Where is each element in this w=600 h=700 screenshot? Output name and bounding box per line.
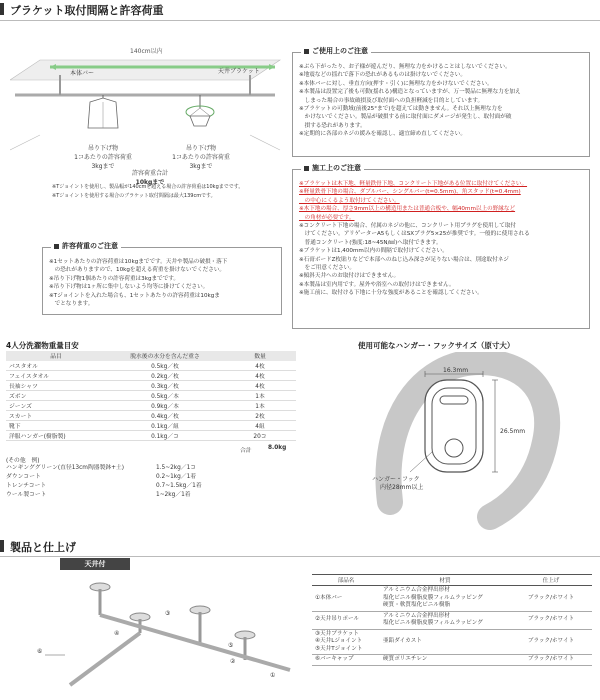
square-icon — [304, 49, 309, 54]
caution-install-line: ※ブラケットは1,400mm以内の間隔で取付けてください。 — [299, 248, 448, 255]
weights-cell: ズボン — [6, 390, 106, 400]
divider — [0, 20, 600, 21]
hanger-title: 使用可能なハンガー・フックサイズ（原寸大） — [358, 341, 515, 350]
weights-title: 4人分洗濯物重量目安 — [6, 341, 79, 350]
other-weight: 1.5~2kg／1コ — [156, 465, 197, 471]
caution-install-line: ※傾斜天井へのお取付けはできません。 — [299, 273, 400, 280]
hanger-note-2: 内径28mm以上 — [380, 484, 424, 491]
caution-install-line: の中心にくるよう取付けてください。 — [299, 197, 400, 204]
other-item: ダウンコート — [6, 474, 41, 480]
bar-label: 本体バー — [70, 70, 95, 77]
weights-cell: 0.4kg／枚 — [106, 410, 224, 420]
caution-install-line: ※本製品は室内用です。屋外や浴室への取付けはできません。 — [299, 281, 455, 288]
caution-install-box — [292, 164, 590, 329]
other-examples — [6, 464, 246, 500]
weights-row — [6, 400, 296, 410]
section-title-products: 製品と仕上げ — [10, 541, 76, 554]
caution-load-box — [42, 242, 282, 315]
weights-cell: バスタオル — [6, 361, 106, 371]
part-name: ②天井吊りポール — [312, 611, 380, 629]
callout-3: ③ — [165, 610, 171, 617]
caution-install-line: の角材が必要です。 — [299, 214, 355, 221]
bracket-label: 天井ブラケット — [218, 68, 260, 75]
part-finish: ブラック/ホワイト — [510, 655, 592, 666]
parts-row — [312, 586, 592, 612]
weights-cell: 0.9kg／本 — [106, 400, 224, 410]
callout-5: ⑤ — [228, 642, 234, 649]
weights-cell: ジーンズ — [6, 400, 106, 410]
section-marker — [0, 3, 4, 15]
caution-usage-list: ※ぶら下がったり、お子様が遊んだり、無理な力をかけることはしないでください。 ※地震などの揺れで落下の恐れがあるものは掛けないでください。 ※本体バーに対し、垂直方向(押す・引く)に無理な力をかけないでください。 ※本製品は設置完了後も可動(揺れる)構造となっていますが、万一製品に無理な力を加え しまった場合の事故破損及び取付面への負担軽減を目的としています。 ※ブラケットの可動域(前後25°まで)を超えては動きません。それ以上無理な力を かけないでください。製品が破損する前に取付面にダメージが発生し、取付面が破 損する恐れがあります。 ※定期的に各部のネジの緩みを確認し、適宜締め直してください。 — [299, 64, 521, 138]
other-row — [6, 491, 246, 500]
callout-1: ① — [270, 672, 276, 679]
diagram-note-2: ※Tジョイントを使用する場合のブラケット取付間隔は最大139cmです。 — [52, 193, 216, 199]
parts-table: 部品名 材質 仕上げ ①本体バー アルミニウム合金押出形材 塩化ビニル樹脂皮膜フィルムラッピング 硬質・軟質塩化ビニル樹脂 ブラック/ホワイト ②天井吊りポール アルミニウム合金押出形材 塩化ビニル樹脂皮膜フィルムラッピング ブラック/ホワイト ③天井ブラケット ④天井Lジョイント ⑤天井Tジョイント 亜鉛ダイカスト ブラック/ホワイト ⑥バーキャップ 硬質ポリエチレン ブラック/ホワイト — [312, 574, 592, 666]
caution-install-line: をご用意ください。 — [299, 265, 355, 272]
weights-cell: 0.1kg／組 — [106, 420, 224, 430]
hanger-height: 26.5mm — [500, 428, 526, 435]
hanger-width: 16.3mm — [443, 367, 469, 374]
other-weight: 1~2kg／1着 — [156, 492, 191, 498]
caution-install-line: ※ブラケットは木下地、軽量鉄骨下地、コンクリート下地がある位置に取付けてください。 — [299, 181, 528, 187]
other-row — [6, 464, 246, 473]
caution-load-list: ※1セットあたりの許容荷重は10kgまでです。天井や製品の破損・落下 の恐れがありますので、10kgを超える荷重を掛けないでください。 ※吊り下げ物1個あたりの許容荷重は3kgまでです。 ※吊り下げ物は1ヶ所に集中しないよう均等に掛けてください。 ※Tジョイントを入れた場合も、1セットあたりの許容荷重は10kgま でとなります。 — [49, 259, 228, 308]
hanger-note-1: ハンガー・フック — [372, 476, 420, 483]
part-name: ③天井ブラケット ④天井Lジョイント ⑤天井Tジョイント — [312, 629, 380, 655]
callout-6: ⑥ — [37, 648, 43, 655]
weights-cell: 洋服ハンガー(樹脂製) — [6, 430, 106, 440]
weights-cell: 0.1kg／コ — [106, 430, 224, 440]
bracket-spacing-diagram — [10, 40, 290, 170]
weights-cell: 0.5kg／枚 — [106, 361, 224, 371]
divider — [0, 556, 600, 557]
section-title-bracket: ブラケット取付間隔と許容荷重 — [10, 4, 164, 17]
other-weight: 0.7~1.5kg／1着 — [156, 483, 202, 489]
product-diagram — [40, 575, 300, 695]
other-item: トレンチコート — [6, 483, 47, 489]
part-material: アルミニウム合金押出形材 塩化ビニル樹脂皮膜フィルムラッピング — [380, 611, 510, 629]
part-material: 亜鉛ダイカスト — [380, 629, 510, 655]
weights-cell: 長袖シャツ — [6, 380, 106, 390]
diagram-note-1: ※Tジョイントを使用し、製品幅が140cmを超える場合の許容荷重は10kgまでです。 — [52, 184, 244, 190]
weights-row — [6, 390, 296, 400]
caution-install-line: 普通コンクリート(強度:18~45N/㎟)へ取付できます。 — [299, 239, 442, 246]
weights-cell: 4枚 — [224, 361, 296, 371]
square-icon — [54, 244, 59, 249]
part-name: ⑥バーキャップ — [312, 655, 380, 666]
part-material: アルミニウム合金押出形材 塩化ビニル樹脂皮膜フィルムラッピング 硬質・軟質塩化ビニル樹脂 — [380, 586, 510, 612]
part-finish: ブラック/ホワイト — [510, 629, 592, 655]
weights-cell: 4枚 — [224, 380, 296, 390]
weights-row — [6, 370, 296, 380]
callout-2: ② — [230, 658, 236, 665]
weights-cell: 1本 — [224, 390, 296, 400]
part-material: 硬質ポリエチレン — [380, 655, 510, 666]
other-row — [6, 482, 246, 491]
weights-row — [6, 420, 296, 430]
tab-ceiling[interactable]: 天井付 — [60, 558, 130, 570]
weights-cell: 4組 — [224, 420, 296, 430]
callout-4: ④ — [114, 630, 120, 637]
weights-cell: スカート — [6, 410, 106, 420]
weights-cell: 2枚 — [224, 410, 296, 420]
square-icon — [304, 166, 309, 171]
hanger-hook-diagram — [340, 352, 590, 532]
weights-cell: 20コ — [224, 430, 296, 440]
weights-cell: 靴下 — [6, 420, 106, 430]
part-name: ①本体バー — [312, 586, 380, 612]
caution-install-list — [299, 180, 583, 298]
weights-cell: 4枚 — [224, 370, 296, 380]
weights-cell: 1本 — [224, 400, 296, 410]
other-row — [6, 473, 246, 482]
weights-row — [6, 430, 296, 440]
caution-install-line: ※施工前に、取付ける下地に十分な強度があることを確認してください。 — [299, 290, 483, 297]
caution-install-title: 施工上のご注意 — [312, 164, 361, 172]
parts-row — [312, 655, 592, 666]
parts-row — [312, 611, 592, 629]
caution-install-line: けてください。アリゲーターA5もしくはSXプラグ5×25が推奨です。一般的に使用される — [299, 231, 530, 238]
caution-usage-box — [292, 47, 590, 157]
weights-cell: 0.2kg／枚 — [106, 370, 224, 380]
other-item: ハンギンググリーン(直径13cm陶器製鉢+土) — [6, 465, 125, 471]
weights-cell: 0.5kg／本 — [106, 390, 224, 400]
width-label: 140cm以内 — [130, 48, 163, 55]
other-title: (その他 例) — [6, 458, 40, 464]
section-marker — [0, 540, 4, 552]
part-finish: ブラック/ホワイト — [510, 611, 592, 629]
caution-load-title: 許容荷重のご注意 — [62, 242, 118, 250]
total-load-label: 許容荷重合計 10kgまで — [131, 170, 168, 186]
total-value: 8.0kg — [268, 445, 287, 451]
total-label: 合計 — [240, 448, 252, 454]
parts-row — [312, 629, 592, 655]
right-load-label: 吊り下げ物 1コあたりの許容荷重 3kgまで — [172, 145, 230, 170]
caution-install-line: ※軽量鉄骨下地の場合、ダブルバー、シングルバー(t=0.5mm)、角スタッド(t=0.4mm) — [299, 189, 521, 196]
caution-install-line: ※コンクリート下地の場合、付属のネジの他に、コンクリート用プラグを使用して取付 — [299, 223, 517, 230]
weights-cell: 0.3kg／枚 — [106, 380, 224, 390]
other-weight: 0.2~1kg／1着 — [156, 474, 197, 480]
caution-install-line: ※石膏ボードZ枚貼りなどで本部へのねじ込み深さが足りない場合は、別途取付ネジ — [299, 256, 509, 263]
caution-install-line: ※木下地の場合、厚さ9mm以上の構造用または普通合板や、幅40mm以上の野縁など — [299, 206, 516, 213]
left-load-label: 吊り下げ物 1コあたりの許容荷重 3kgまで — [74, 145, 132, 170]
weights-table: 品目 脱水後の水分を含んだ重さ 数量 バスタオル 0.5kg／枚 4枚 フェイスタオル 0.2kg／枚 4枚 長袖シャツ 0.3kg／枚 4枚 ズボン 0.5kg／本 1本 ジーンズ 0.9kg／本 1本 スカート 0.4kg／枚 2枚 靴下 0.1kg／組 4組 洋服ハンガー(樹脂製) 0.1kg／コ 20コ — [6, 351, 296, 441]
caution-usage-title: ご使用上のご注意 — [312, 47, 368, 55]
other-item: ウール製コート — [6, 492, 47, 498]
weights-row — [6, 361, 296, 371]
weights-row — [6, 410, 296, 420]
weights-row — [6, 380, 296, 390]
part-finish: ブラック/ホワイト — [510, 586, 592, 612]
weights-cell: フェイスタオル — [6, 370, 106, 380]
